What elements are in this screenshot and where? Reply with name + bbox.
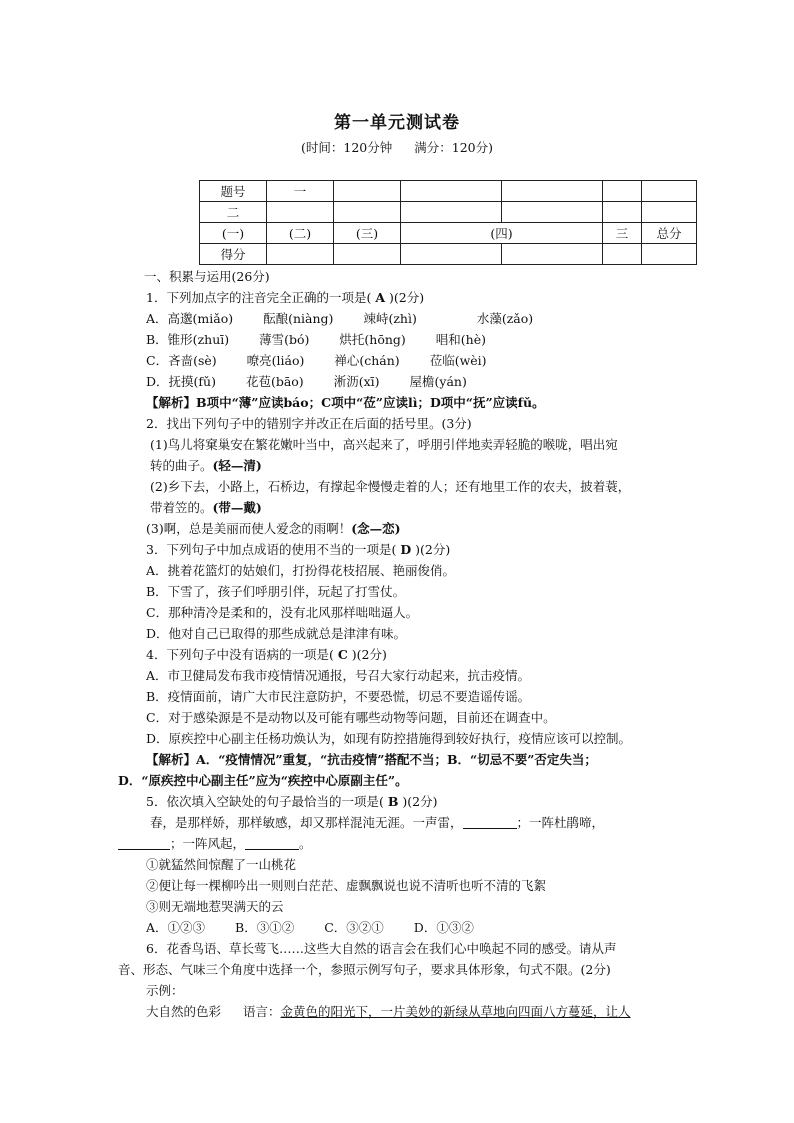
example-lang-label: 语言：	[243, 1004, 281, 1019]
score-cell: (三)	[334, 223, 401, 244]
question-points: )(2分)	[402, 794, 438, 809]
sentence: (1)鸟儿将窠巢安在繁花嫩叶当中，高兴起来了，呼朋引伴地卖弄轻脆的喉咙，唱出宛	[150, 437, 618, 452]
score-cell: 二	[200, 202, 267, 223]
score-cell	[603, 202, 642, 223]
score-table-row	[200, 244, 697, 265]
analysis: D．“原疾控中心副主任”应为“疾控中心原副主任”。	[118, 773, 408, 788]
question-2-stem: 2．找出下列句子中的错别字并改正在后面的括号里。(3分)	[146, 416, 472, 431]
option-word: 禅心(chán)	[334, 353, 400, 368]
option-word: 薄雪(bó)	[259, 332, 310, 347]
option-word: 水藻(zǎo)	[476, 311, 534, 326]
score-cell	[401, 244, 502, 265]
option-d: D．原疾控中心副主任杨功焕认为，如现有防控措施得到较好执行，疫情应该可以控制。	[146, 731, 632, 746]
fill-blank	[245, 835, 299, 850]
sentence-text: 带着笠的。	[150, 500, 213, 515]
score-cell: (二)	[267, 223, 334, 244]
score-cell	[334, 181, 401, 202]
fill-blank	[463, 814, 517, 829]
exam-content	[118, 266, 676, 1022]
score-table-row	[200, 181, 697, 202]
exam-time: (时间：120分钟	[301, 140, 393, 155]
answer: (带—戴)	[212, 500, 262, 515]
option-word: 酝酿(niàng)	[263, 311, 334, 326]
option-word: C．吝啬(sè)	[146, 353, 217, 368]
score-cell	[502, 244, 603, 265]
choice: B．③①②	[235, 920, 295, 935]
answer: D	[400, 542, 412, 557]
answer: C	[337, 647, 348, 662]
page-title: 第一单元测试卷	[334, 113, 460, 133]
option-a: A．挑着花篮灯的姑娘们，打扮得花枝招展、艳丽俊俏。	[146, 563, 456, 578]
exam-meta	[0, 138, 794, 156]
question-text: 5．依次填入空缺处的句子最恰当的一项是(	[146, 794, 384, 809]
option-b: B．下雪了，孩子们呼朋引伴，玩起了打雪仗。	[146, 584, 406, 599]
question-text: 3．下列句子中加点成语的使用不当的一项是(	[146, 542, 397, 557]
score-cell	[603, 244, 642, 265]
score-cell	[502, 181, 603, 202]
exam-full-score: 满分：120分)	[414, 140, 493, 155]
score-cell	[502, 202, 603, 223]
score-cell: 总分	[642, 223, 697, 244]
score-cell	[603, 181, 642, 202]
fill-blank	[118, 835, 170, 850]
option-sentence: ③则无端地惹哭满天的云	[146, 899, 284, 914]
analysis: 【解析】B项中“薄”应读báo；C项中“莅”应读lì；D项中“抚”应读fǔ。	[146, 395, 545, 410]
score-cell: 得分	[200, 244, 267, 265]
option-word: 花苞(bāo)	[245, 374, 304, 389]
section-heading: 一、积累与运用(26分)	[144, 269, 270, 284]
option-d	[146, 371, 676, 392]
passage-text: 春，是那样娇，那样敏感，却又那样混沌无涯。一声雷，	[150, 815, 463, 830]
score-cell	[642, 244, 697, 265]
analysis: 【解析】A．“疫情情况”重复，“抗击疫情”搭配不当；B．“切忌不要”否定失当；	[146, 752, 597, 767]
option-c: C．对于感染源是不是动物以及可能有哪些动物等问题，目前还在调查中。	[146, 710, 556, 725]
question-3-stem	[146, 539, 676, 560]
question-points: )(2分)	[351, 647, 387, 662]
score-cell	[267, 202, 334, 223]
passage-text: 。	[299, 836, 312, 851]
option-c	[146, 350, 676, 371]
score-table-row	[200, 202, 697, 223]
score-cell	[267, 244, 334, 265]
example-topic: 大自然的色彩	[146, 1004, 222, 1019]
question-6-stem: 音、形态、气味三个角度中选择一个，参照示例写句子，要求具体形象，句式不限。(2分)	[118, 962, 611, 977]
option-word: 莅临(wèi)	[429, 353, 487, 368]
score-cell: 三	[603, 223, 642, 244]
choices	[146, 917, 676, 938]
sentence-text: 转的曲子。	[150, 458, 213, 473]
score-cell	[334, 202, 401, 223]
score-table-row	[200, 223, 697, 244]
sentence	[0, 497, 794, 518]
question-5-stem	[146, 791, 676, 812]
question-4-stem	[146, 644, 676, 665]
option-word: 竦峙(zhì)	[363, 311, 417, 326]
passage	[118, 833, 676, 854]
sentence: (2)乡下去，小路上，石桥边，有撑起伞慢慢走着的人；还有地里工作的农夫，披着蓑，	[150, 479, 631, 494]
option-sentence: ①就猛然间惊醒了一山桃花	[146, 857, 297, 872]
option-word: 淅沥(xī)	[333, 374, 380, 389]
answer: (轻—清)	[212, 458, 262, 473]
score-cell	[642, 181, 697, 202]
sentence	[0, 455, 794, 476]
option-c: C．那种清冷是柔和的，没有北风那样咄咄逼人。	[146, 605, 419, 620]
option-b: B．疫情面前，请广大市民注意防护，不要恐慌，切忌不要造谣传谣。	[146, 689, 531, 704]
score-cell: 一	[267, 181, 334, 202]
passage-text: ；一阵杜鹃啼，	[516, 815, 605, 830]
score-cell: 题号	[200, 181, 267, 202]
option-sentence: ②便让每一棵柳吟出一则则白茫茫、虚飘飘说也说不清听也听不清的飞絮	[146, 878, 547, 893]
sentence-text: (3)啊，总是美丽而使人爱念的雨啊！	[146, 521, 352, 536]
choice: C．③②①	[324, 920, 384, 935]
example-text: 金黄色的阳光下，一片美妙的新绿从草地向四面八方蔓延，让人	[280, 1004, 631, 1019]
question-6-stem: 6．花香鸟语、草长莺飞……这些大自然的语言会在我们心中唤起不同的感受。请从声	[146, 941, 617, 956]
question-points: )(2分)	[389, 290, 425, 305]
option-word: B．锥形(zhuī)	[146, 332, 230, 347]
choice: A．①②③	[146, 920, 206, 935]
question-points: )(2分)	[415, 542, 451, 557]
question-text: 1．下列加点字的注音完全正确的一项是(	[146, 290, 372, 305]
option-word: 屋檐(yán)	[409, 374, 467, 389]
score-cell	[401, 181, 502, 202]
score-cell	[334, 244, 401, 265]
example-label: 示例：	[146, 983, 184, 998]
score-table	[199, 180, 697, 265]
score-cell	[642, 202, 697, 223]
option-a: A．市卫健局发布我市疫情情况通报，号召大家行动起来，抗击疫情。	[146, 668, 531, 683]
choice: D．①③②	[413, 920, 474, 935]
option-word: A．高邈(miǎo)	[146, 311, 234, 326]
sentence	[146, 518, 676, 539]
score-cell: (四)	[401, 223, 603, 244]
answer: B	[387, 794, 399, 809]
question-text: 4．下列句子中没有语病的一项是(	[146, 647, 334, 662]
option-a	[146, 308, 676, 329]
passage-text: ；一阵风起，	[170, 836, 246, 851]
option-word: 烘托(hōng)	[339, 332, 406, 347]
option-d: D．他对自己已取得的那些成就总是津津有味。	[146, 626, 407, 641]
option-word: 嘹亮(liáo)	[246, 353, 305, 368]
score-cell: (一)	[200, 223, 267, 244]
answer: (念—恋)	[351, 521, 401, 536]
score-cell	[401, 202, 502, 223]
option-word: 唱和(hè)	[435, 332, 486, 347]
option-b	[146, 329, 676, 350]
example	[146, 1001, 676, 1022]
passage	[0, 812, 794, 833]
option-word: D．抚摸(fǔ)	[146, 374, 216, 389]
answer: A	[375, 290, 386, 305]
question-1-stem	[146, 287, 676, 308]
